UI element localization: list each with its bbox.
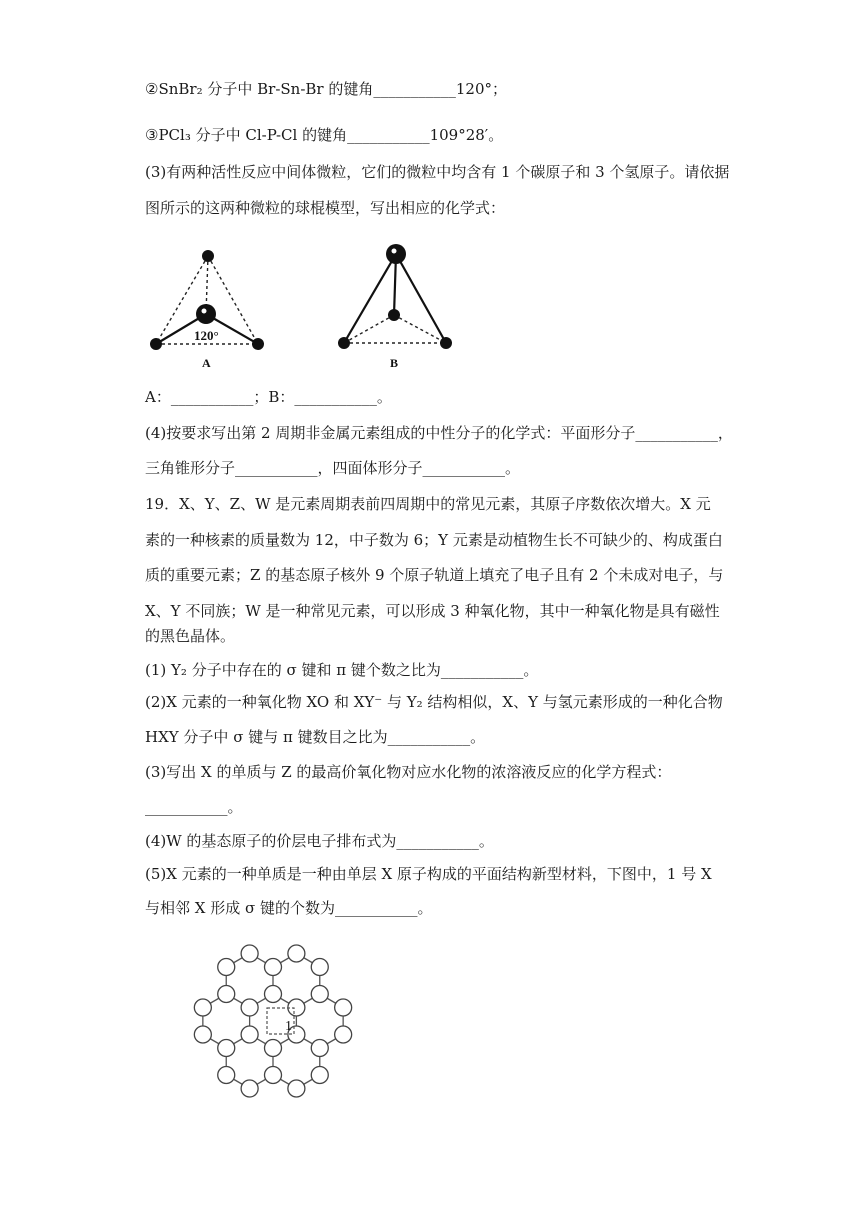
carbon-atom: [288, 999, 305, 1016]
line-4: 图所示的这两种微粒的球棍模型，写出相应的化学式：: [145, 199, 506, 217]
line-7: 三角锥形分子___________，四面体形分子___________。: [145, 459, 521, 477]
carbon-atom: [241, 945, 258, 962]
model-a: [150, 250, 264, 370]
line-3: (3)有两种活性反应中间体微粒，它们的微粒中均含有 1 个碳原子和 3 个氢原子。请依据: [145, 163, 730, 181]
angle-label: 120°: [194, 328, 219, 343]
carbon-atom: [335, 999, 352, 1016]
carbon-atom: [311, 959, 328, 976]
carbon-atom: [218, 986, 235, 1003]
line-5: A：___________；B：___________。: [145, 388, 392, 406]
line-1: ②SnBr₂ 分子中 Br-Sn-Br 的键角___________120°；: [145, 80, 507, 98]
line-6: (4)按要求写出第 2 周期非金属元素组成的中性分子的化学式：平面形分子___________，: [145, 424, 733, 442]
ball-stick-models-figure: [140, 236, 470, 376]
carbon-atom: [335, 1026, 352, 1043]
carbon-atom: [311, 1040, 328, 1057]
label-a: A: [202, 356, 211, 370]
carbon-atom: [194, 1026, 211, 1043]
line-12: 的黑色晶体。: [145, 627, 236, 645]
carbon-atom: [311, 986, 328, 1003]
line-13: (1) Y₂ 分子中存在的 σ 键和 π 键个数之比为___________。: [145, 661, 539, 679]
atom-1-label: 1: [285, 1019, 292, 1034]
carbon-atom: [241, 1026, 258, 1043]
carbon-atom: [311, 1067, 328, 1084]
carbon-atom: [241, 999, 258, 1016]
carbon-atom: [288, 945, 305, 962]
carbon-atom: [265, 1040, 282, 1057]
line-20: 与相邻 X 形成 σ 键的个数为___________。: [145, 899, 433, 917]
line-18: (4)W 的基态原子的价层电子排布式为___________。: [145, 832, 494, 850]
label-b: B: [390, 356, 399, 370]
model-b: [338, 244, 452, 370]
carbon-atom: [265, 1067, 282, 1084]
line-14: (2)X 元素的一种氧化物 XO 和 XY⁻ 与 Y₂ 结构相似，X、Y 与氢元素形成的一种化合物: [145, 693, 723, 711]
line-17: ___________。: [145, 798, 243, 816]
line-16: (3)写出 X 的单质与 Z 的最高价氧化物对应水化物的浓溶液反应的化学方程式：: [145, 763, 672, 781]
carbon-atom: [218, 959, 235, 976]
carbon-atom: [218, 1040, 235, 1057]
carbon-atom: [288, 1080, 305, 1097]
carbon-atom: [265, 959, 282, 976]
line-11: X、Y 不同族；W 是一种常见元素，可以形成 3 种氧化物，其中一种氧化物是具有磁性: [145, 602, 720, 620]
carbon-atom: [218, 1067, 235, 1084]
line-9: 素的一种核素的质量数为 12，中子数为 6；Y 元素是动植物生长不可缺少的、构成蛋白: [145, 531, 723, 549]
atom-circles: [194, 945, 351, 1097]
line-15: HXY 分子中 σ 键与 π 键数目之比为___________。: [145, 728, 486, 746]
honeycomb-figure: [140, 920, 400, 1145]
line-10: 质的重要元素；Z 的基态原子核外 9 个原子轨道上填充了电子且有 2 个未成对电子，与: [145, 566, 724, 584]
line-2: ③PCl₃ 分子中 Cl-P-Cl 的键角___________109°28′。: [145, 126, 504, 144]
line-8: 19．X、Y、Z、W 是元素周期表前四周期中的常见元素，其原子序数依次增大。X 元: [145, 495, 711, 513]
carbon-atom: [241, 1080, 258, 1097]
carbon-atom: [194, 999, 211, 1016]
line-19: (5)X 元素的一种单质是一种由单层 X 原子构成的平面结构新型材料，下图中，1 号 X: [145, 865, 712, 883]
carbon-atom: [265, 986, 282, 1003]
